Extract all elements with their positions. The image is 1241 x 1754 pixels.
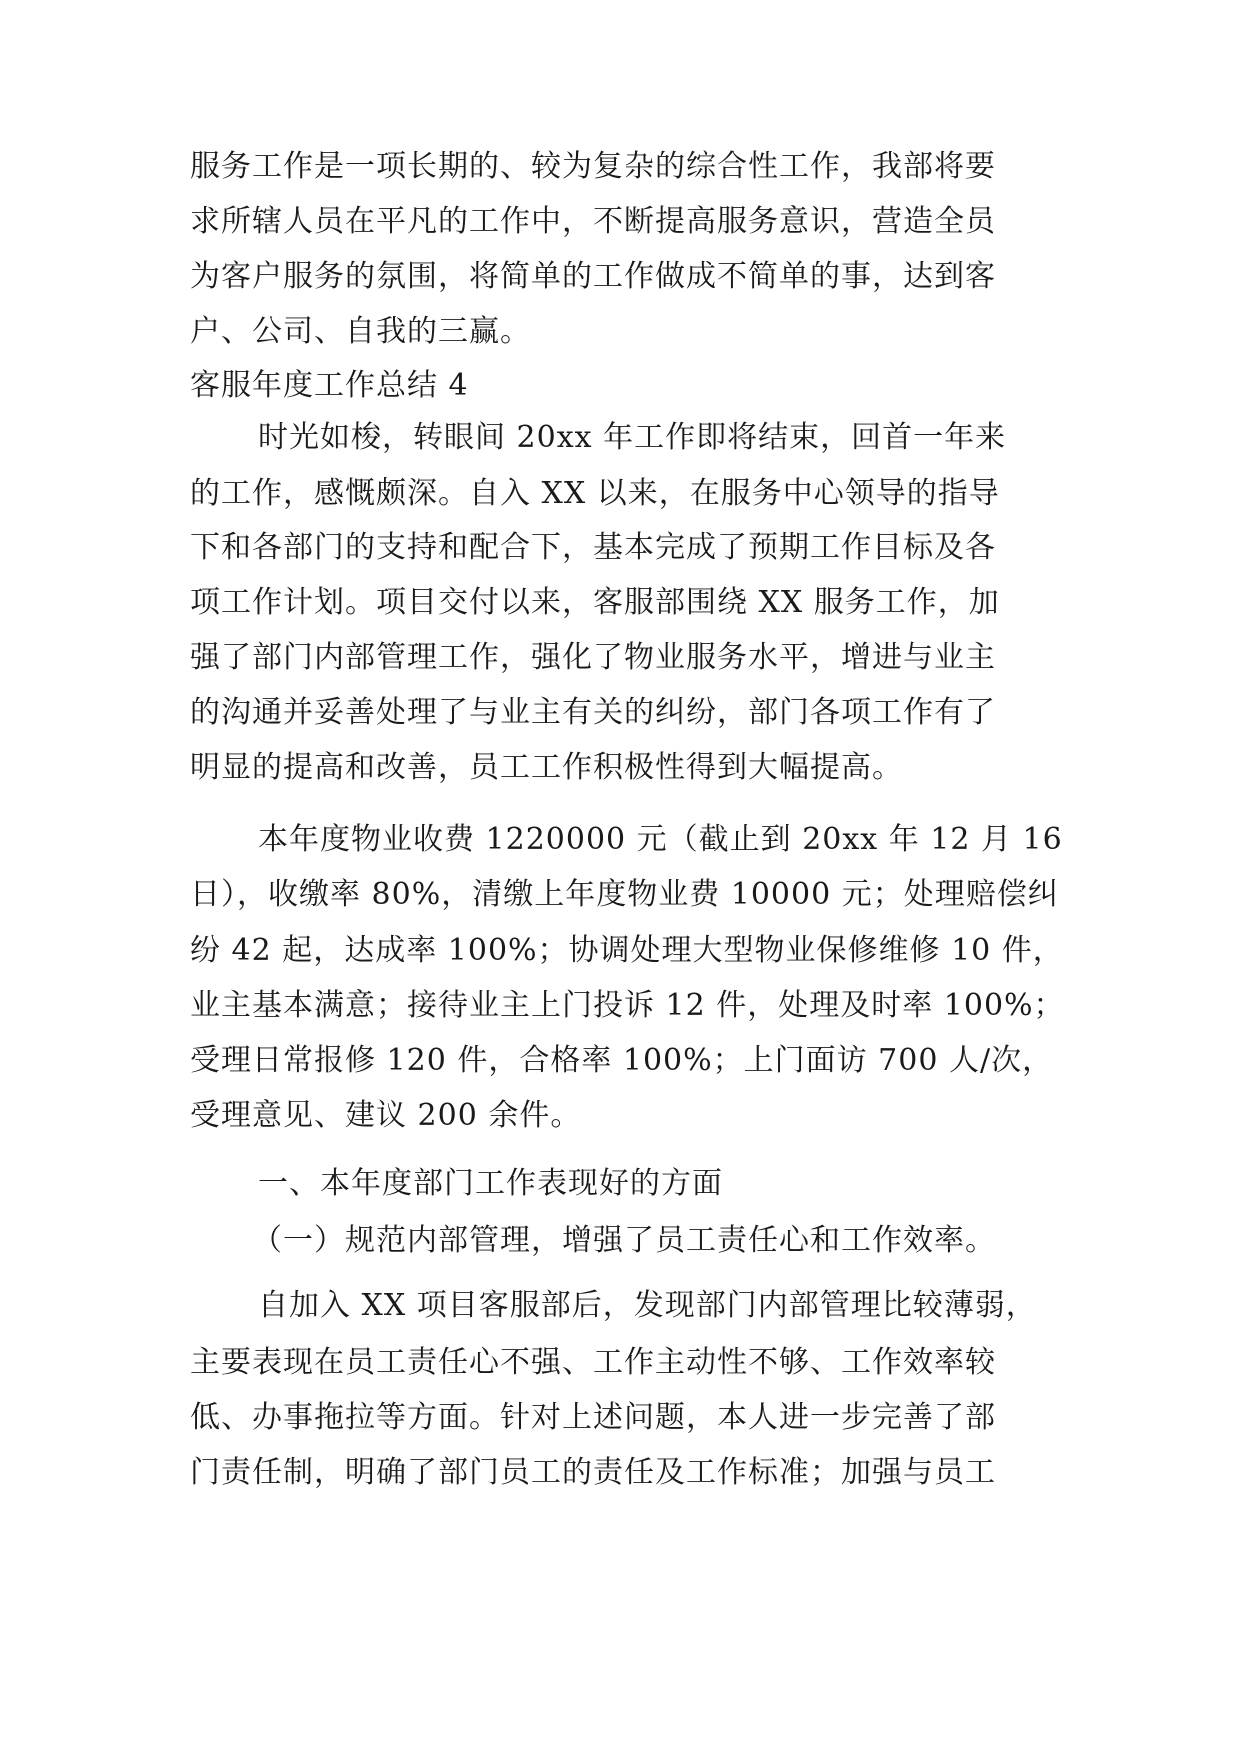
paragraph-line: 的工作，感慨颇深。自入 XX 以来，在服务中心领导的指导 <box>190 476 1000 511</box>
paragraph-line: 自加入 XX 项目客服部后，发现部门内部管理比较薄弱， <box>258 1288 1037 1323</box>
paragraph-line: 低、办事拖拉等方面。针对上述问题，本人进一步完善了部 <box>190 1400 996 1435</box>
section-heading: 一、本年度部门工作表现好的方面 <box>258 1166 723 1201</box>
paragraph-line: 项工作计划。项目交付以来，客服部围绕 XX 服务工作，加 <box>190 585 1000 620</box>
paragraph-line: 本年度物业收费 1220000 元（截止到 20xx 年 12 月 16 <box>258 822 1063 857</box>
paragraph-line: 纷 42 起，达成率 100%；协调处理大型物业保修维修 10 件， <box>190 933 1064 968</box>
paragraph-line: 为客户服务的氛围，将简单的工作做成不简单的事，达到客 <box>190 259 996 294</box>
paragraph-line: 受理日常报修 120 件，合格率 100%；上门面访 700 人/次， <box>190 1043 1054 1078</box>
paragraph-line: 受理意见、建议 200 余件。 <box>190 1098 582 1133</box>
paragraph-line: 时光如梭，转眼间 20xx 年工作即将结束，回首一年来 <box>258 420 1007 455</box>
paragraph-line: 服务工作是一项长期的、较为复杂的综合性工作，我部将要 <box>190 149 996 184</box>
paragraph-line: 主要表现在员工责任心不强、工作主动性不够、工作效率较 <box>190 1345 996 1380</box>
paragraph-line: 明显的提高和改善，员工工作积极性得到大幅提高。 <box>190 750 903 785</box>
subsection-heading: （一）规范内部管理，增强了员工责任心和工作效率。 <box>252 1223 996 1258</box>
paragraph-line: 强了部门内部管理工作，强化了物业服务水平，增进与业主 <box>190 640 996 675</box>
paragraph-line: 日），收缴率 80%，清缴上年度物业费 10000 元；处理赔偿纠 <box>190 877 1059 912</box>
paragraph-line: 的沟通并妥善处理了与业主有关的纠纷，部门各项工作有了 <box>190 695 996 730</box>
section-heading: 客服年度工作总结 4 <box>190 368 469 403</box>
paragraph-line: 业主基本满意；接待业主上门投诉 12 件，处理及时率 100%； <box>190 988 1065 1023</box>
paragraph-line: 下和各部门的支持和配合下，基本完成了预期工作目标及各 <box>190 530 996 565</box>
paragraph-line: 门责任制，明确了部门员工的责任及工作标准；加强与员工 <box>190 1455 996 1490</box>
paragraph-line: 求所辖人员在平凡的工作中，不断提高服务意识，营造全员 <box>190 204 996 239</box>
paragraph-line: 户、公司、自我的三赢。 <box>190 314 531 349</box>
